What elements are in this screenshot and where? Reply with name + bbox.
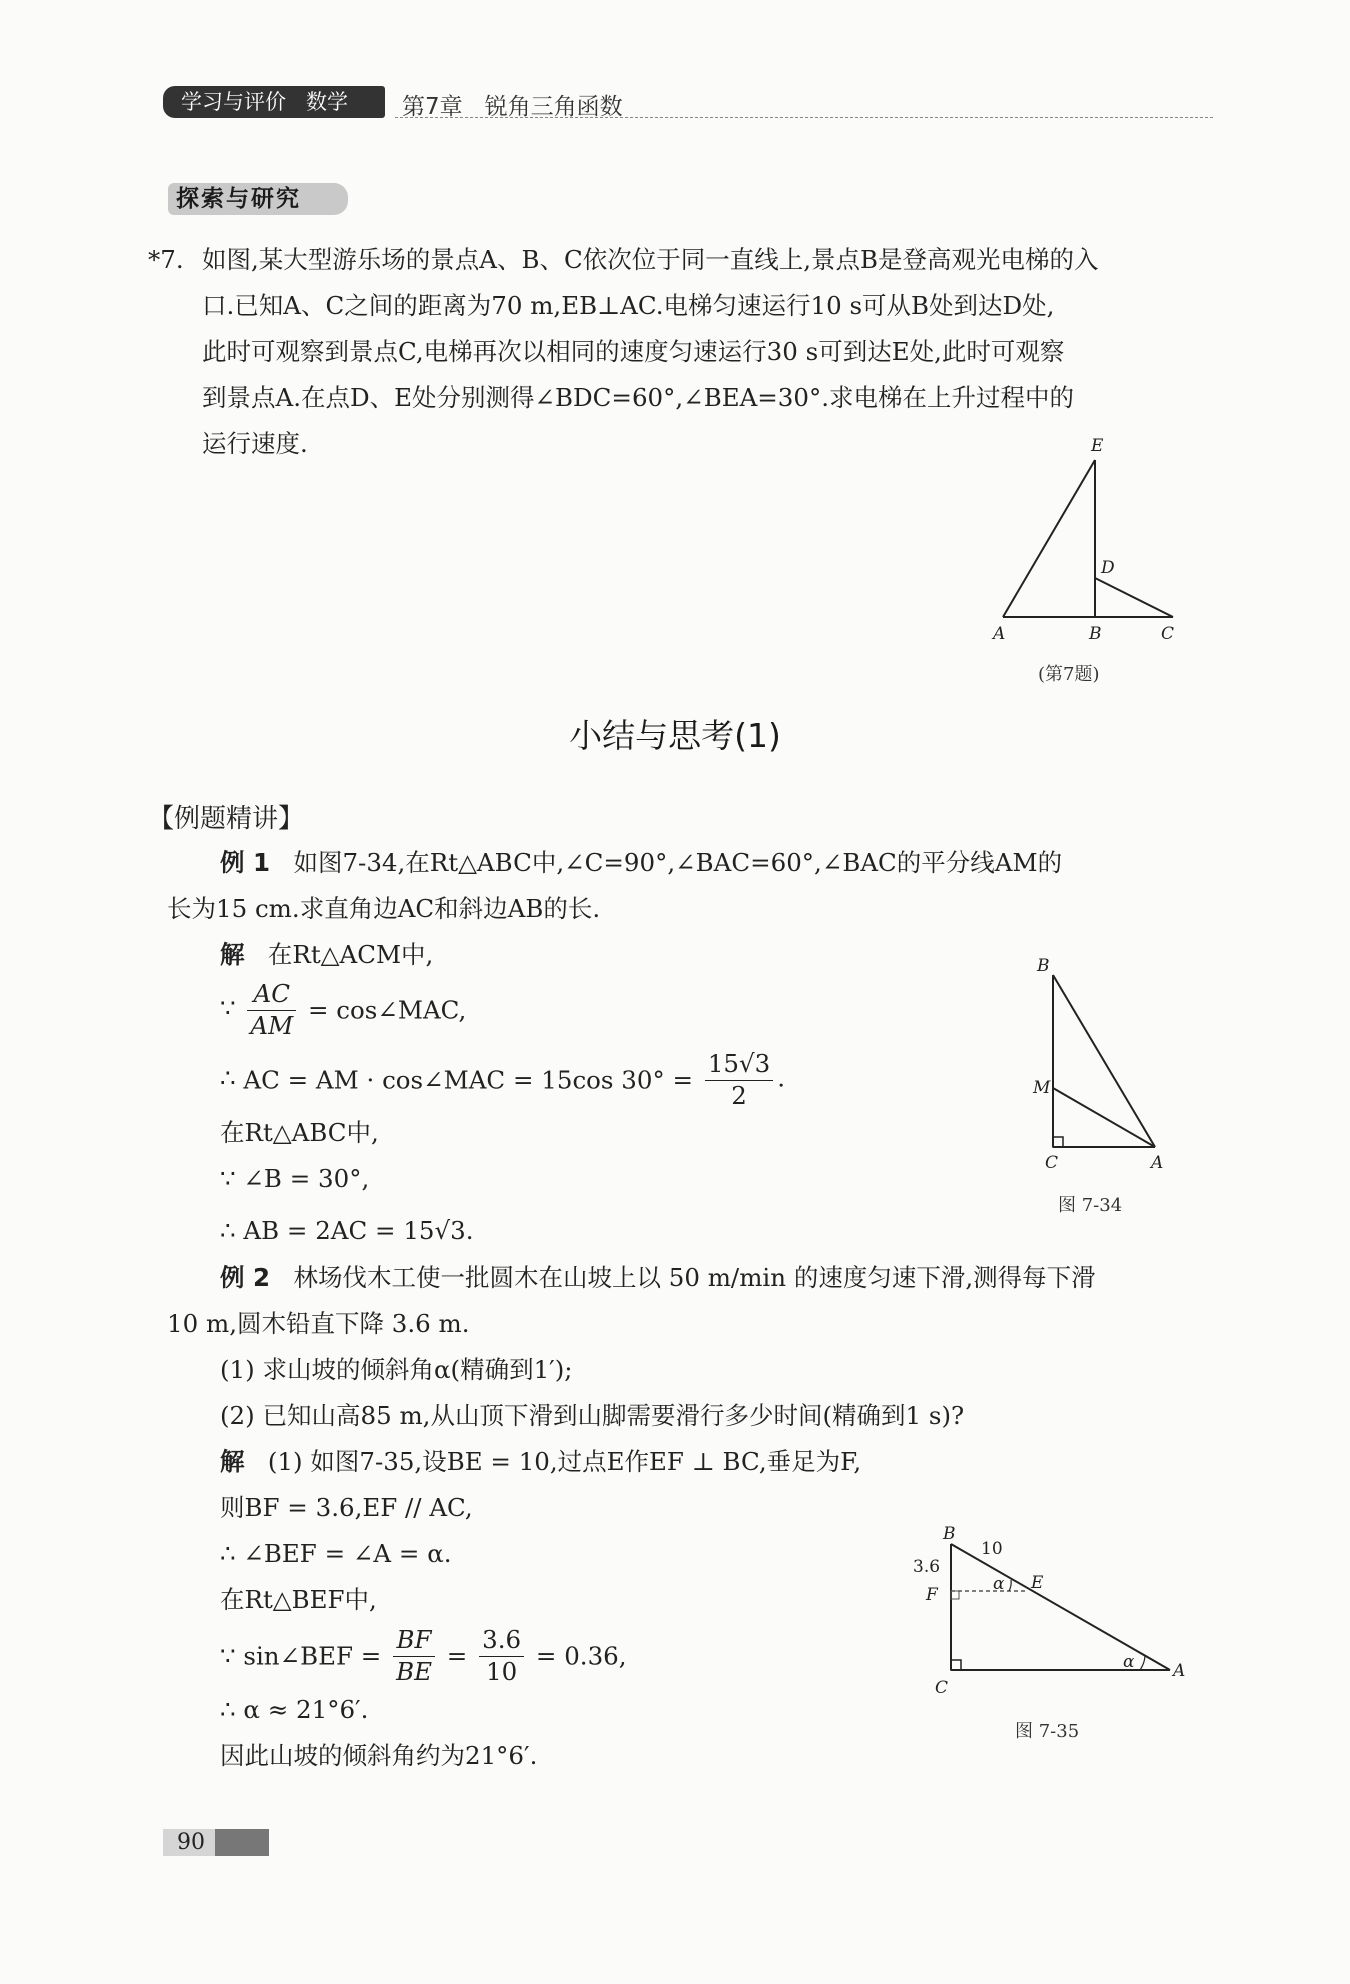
eq1-rhs: = cos∠MAC, bbox=[307, 995, 467, 1025]
label-D: D bbox=[1101, 558, 1115, 578]
frac-3-6: 3.6 bbox=[479, 1628, 524, 1657]
problem7-line5: 运行速度. bbox=[202, 429, 308, 458]
page-number: 90 bbox=[177, 1830, 205, 1855]
problem7-caption: (第7题) bbox=[1038, 664, 1100, 685]
label-B: B bbox=[1037, 956, 1050, 976]
frac-bf: BF bbox=[393, 1628, 435, 1657]
label-alpha-top: α bbox=[993, 1574, 1005, 1594]
example1-text1: 如图7-34,在Rt△ABC中,∠C=90°,∠BAC=60°,∠BAC的平分线AM的 bbox=[293, 848, 1063, 877]
example2-sol2: 则BF = 3.6,EF // AC, bbox=[220, 1493, 473, 1522]
section-tag: 探索与研究 bbox=[168, 183, 348, 215]
figure-7-34 bbox=[1025, 955, 1195, 1175]
example2-approx: ∴ α ≈ 21°6′. bbox=[220, 1695, 369, 1724]
header-book: 学习与评价 bbox=[181, 90, 286, 114]
figure-7-35-caption: 图 7-35 bbox=[1015, 1721, 1080, 1742]
therefore-symbol: ∴ bbox=[220, 1063, 236, 1093]
because-symbol: ∵ bbox=[220, 993, 236, 1023]
example1-angle-b bbox=[220, 1164, 369, 1194]
example1-sol1 bbox=[220, 940, 433, 970]
header-rule bbox=[395, 117, 1213, 118]
label-10: 10 bbox=[981, 1539, 1003, 1559]
header-book-tag bbox=[163, 86, 385, 118]
example2-q1: (1) 求山坡的倾斜角α(精确到1′); bbox=[220, 1355, 573, 1384]
chapter-number: 第7章 bbox=[402, 94, 463, 120]
example2-sol-label: 解 bbox=[220, 1447, 245, 1476]
problem7-marker: *7. bbox=[148, 245, 184, 274]
frac1-numerator: AC bbox=[247, 982, 296, 1011]
example1-line2: 长为15 cm.求直角边AC和斜边AB的长. bbox=[167, 894, 601, 923]
because-symbol-2: ∵ bbox=[220, 1164, 236, 1193]
problem7-line4: 到景点A.在点D、E处分别测得∠BDC=60°,∠BEA=30°.求电梯在上升过程中的 bbox=[202, 383, 1075, 412]
example2-q2: (2) 已知山高85 m,从山顶下滑到山脚需要滑行多少时间(精确到1 s)? bbox=[220, 1401, 965, 1430]
label-3-6: 3.6 bbox=[913, 1557, 941, 1577]
label-E: E bbox=[1091, 436, 1104, 456]
example2-sol1 bbox=[220, 1447, 861, 1477]
example2-label: 例 2 bbox=[220, 1263, 271, 1292]
figure-7-34-caption: 图 7-34 bbox=[1058, 1195, 1123, 1216]
eq2-text: AC = AM · cos∠MAC = 15cos 30° = bbox=[243, 1065, 694, 1095]
example2-sol4: 在Rt△BEF中, bbox=[220, 1585, 377, 1614]
example1-eq1 bbox=[220, 979, 467, 1040]
example2-line2: 10 m,圆木铅直下降 3.6 m. bbox=[167, 1309, 470, 1338]
problem7-line2: 口.已知A、C之间的距离为70 m,EB⊥AC.电梯匀速运行10 s可从B处到达D处, bbox=[202, 291, 1055, 320]
label-C: C bbox=[1045, 1153, 1059, 1173]
frac-10: 10 bbox=[486, 1656, 518, 1686]
frac-be: BE bbox=[396, 1656, 432, 1686]
example1-sol1-text: 在Rt△ACM中, bbox=[267, 940, 434, 969]
example1-eq2: ∴ AC = AM · cos∠MAC = 15cos 30° = $\frac{15√3}{2}$ . bbox=[220, 1049, 785, 1110]
angle-b-text: ∠B = 30°, bbox=[243, 1164, 370, 1193]
chapter-title: 锐角三角函数 bbox=[484, 94, 623, 120]
page-number-box bbox=[163, 1829, 269, 1856]
example1-in-abc: 在Rt△ABC中, bbox=[220, 1118, 379, 1147]
sin-rhs: = 0.36, bbox=[535, 1641, 627, 1671]
frac2-denominator: 2 bbox=[731, 1080, 747, 1110]
label-A: A bbox=[1151, 1153, 1164, 1173]
example1-line1 bbox=[220, 848, 1062, 878]
label-A: A bbox=[993, 624, 1006, 644]
label-B: B bbox=[1089, 624, 1102, 644]
example2-sol3: ∴ ∠BEF = ∠A = α. bbox=[220, 1539, 452, 1568]
label-M: M bbox=[1033, 1078, 1051, 1098]
label-C: C bbox=[935, 1678, 949, 1698]
figure-7-35 bbox=[905, 1520, 1200, 1700]
problem7-figure bbox=[985, 430, 1185, 650]
frac1-denominator: AM bbox=[250, 1010, 294, 1040]
frac2-numerator: 15√3 bbox=[705, 1052, 773, 1081]
problem7-line1: 如图,某大型游乐场的景点A、B、C依次位于同一直线上,景点B是登高观光电梯的入 bbox=[202, 245, 1099, 274]
ab-result-text: AB = 2AC = 15√3. bbox=[243, 1216, 474, 1245]
label-A: A bbox=[1173, 1661, 1186, 1681]
example1-ab-result bbox=[220, 1216, 474, 1246]
example2-sol1-text: (1) 如图7-35,设BE = 10,过点E作EF ⊥ BC,垂足为F, bbox=[267, 1447, 862, 1476]
label-C: C bbox=[1161, 624, 1175, 644]
example-heading: 【例题精讲】 bbox=[148, 804, 305, 834]
example2-text1: 林场伐木工使一批圆木在山坡上以 50 m/min 的速度匀速下滑,测得每下滑 bbox=[293, 1263, 1096, 1292]
example2-sin-equation: ∵ sin∠BEF = $\frac{BF}{BE}$ = $\frac{3.6}{10}$ = 0.36, bbox=[220, 1625, 627, 1686]
example2-conclusion: 因此山坡的倾斜角约为21°6′. bbox=[220, 1741, 538, 1770]
example2-line1 bbox=[220, 1263, 1096, 1293]
therefore-symbol-2: ∴ bbox=[220, 1216, 236, 1245]
sin-lhs: ∵ sin∠BEF = bbox=[220, 1641, 382, 1671]
example1-label: 例 1 bbox=[220, 848, 271, 877]
summary-title: 小结与思考(1) bbox=[569, 716, 781, 755]
label-E: E bbox=[1031, 1573, 1044, 1593]
label-alpha-bottom: α bbox=[1123, 1652, 1135, 1672]
label-F: F bbox=[926, 1585, 938, 1605]
label-B: B bbox=[943, 1524, 956, 1544]
header-subject: 数学 bbox=[306, 90, 348, 114]
example1-sol-label: 解 bbox=[220, 940, 245, 969]
problem7-line3: 此时可观察到景点C,电梯再次以相同的速度匀速运行30 s可到达E处,此时可观察 bbox=[202, 337, 1065, 366]
